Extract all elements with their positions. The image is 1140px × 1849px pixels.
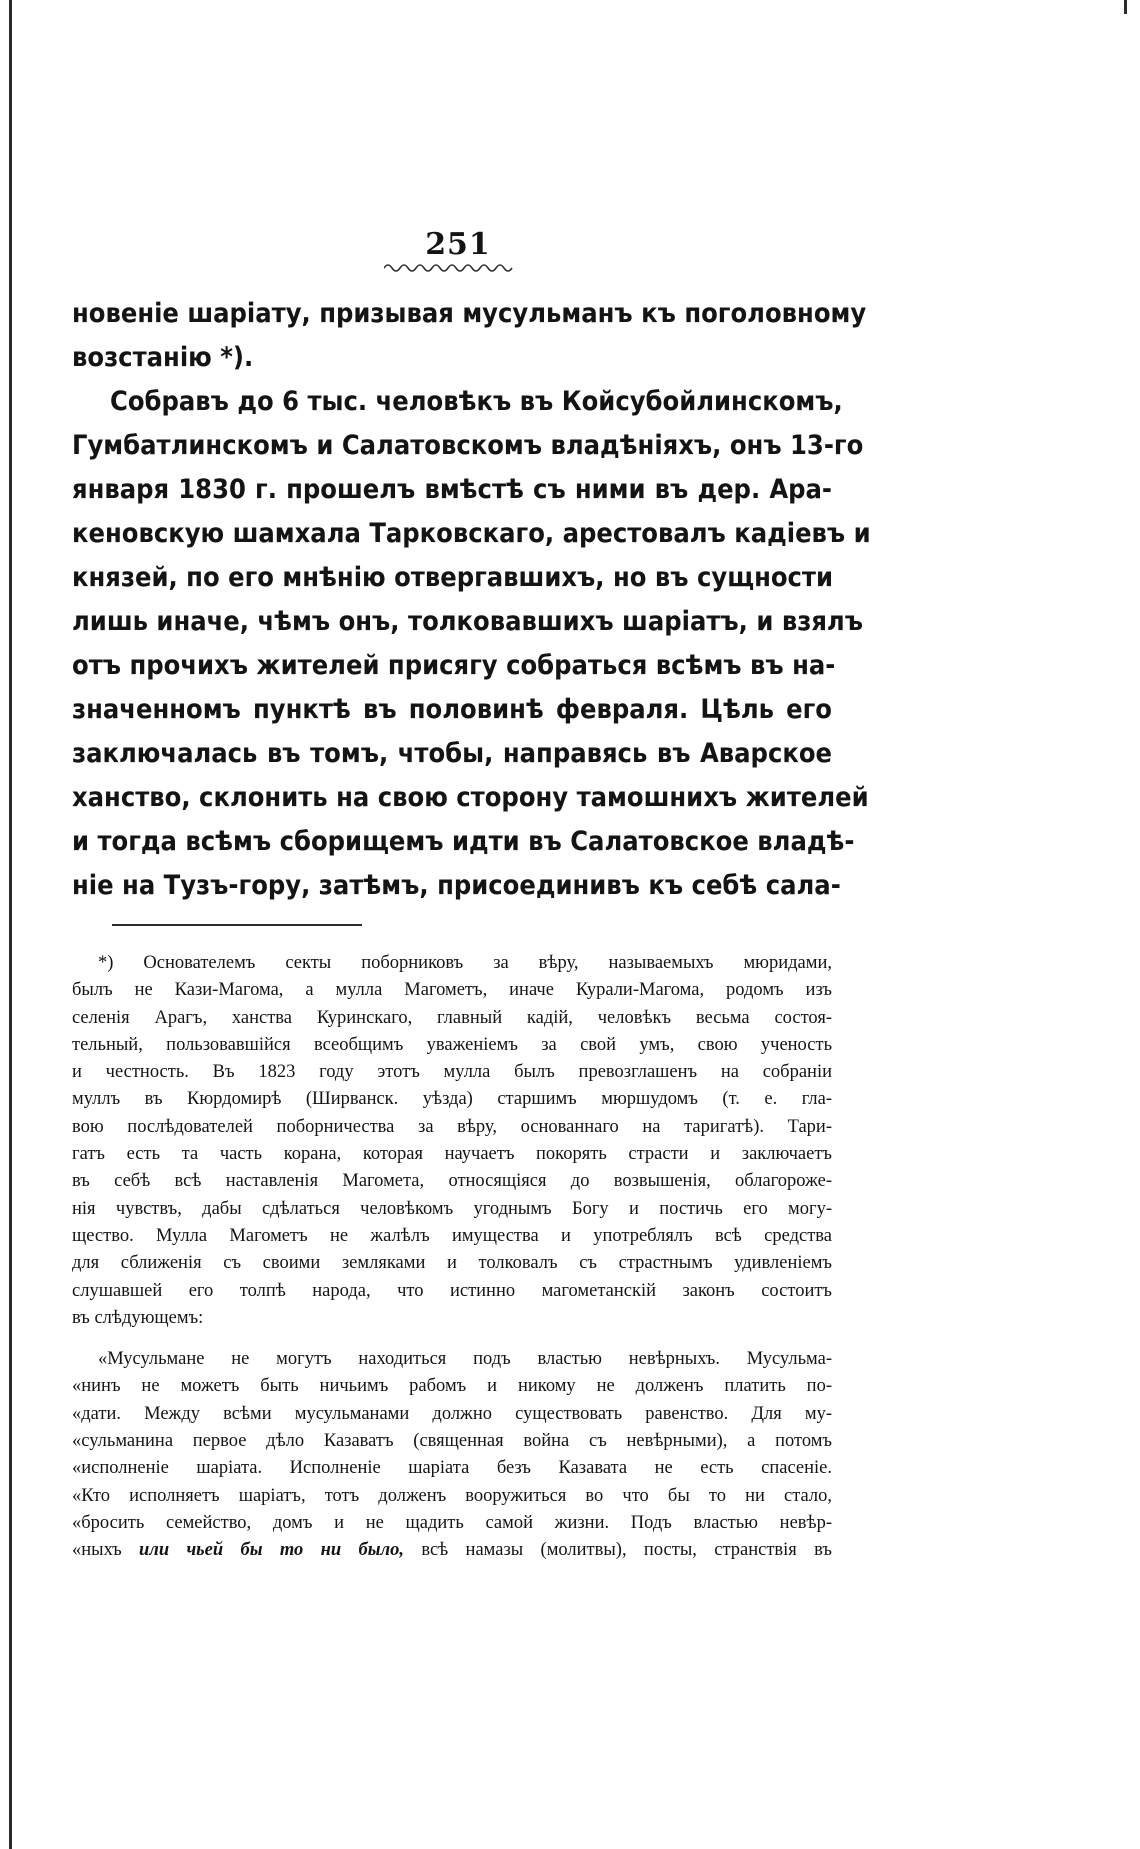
footnote-line: слушавшей его толпѣ народа, что истинно магометанскій законъ состоитъ <box>72 1280 832 1301</box>
main-line: новеніе шаріату, призывая мусульманъ къ поголовному <box>72 298 867 329</box>
footnote-line: въ слѣдующемъ: <box>72 1307 204 1328</box>
wavy-ornament <box>384 262 514 274</box>
footnote-line: «дати. Между всѣми мусульманами должно существовать равенство. Для му- <box>72 1403 832 1424</box>
footnote-text-start: «ныхъ <box>72 1540 140 1561</box>
main-text <box>72 292 871 908</box>
footnote-line: «исполненіе шаріата. Исполненіе шаріата безъ Казавата не есть спасеніе. <box>72 1458 832 1479</box>
footnote <box>72 950 832 1565</box>
main-line: значенномъ пунктѣ въ половинѣ февраля. Цѣль его <box>72 694 832 725</box>
footnote-separator <box>112 924 362 926</box>
footnote-line: тельный, пользовавшійся всеобщимъ уваженіемъ за свой умъ, свою ученость <box>72 1034 832 1055</box>
footnote-line: «бросить семейство, домъ и не щадить самой жизни. Подъ властью невѣр- <box>72 1512 832 1533</box>
main-line: ніе на Тузъ-гору, затѣмъ, присоединивъ къ себѣ сала- <box>72 870 841 901</box>
main-line: Собравъ до 6 тыс. человѣкъ въ Койсубойлинскомъ, <box>110 386 843 417</box>
paragraph-gap <box>72 1332 832 1346</box>
footnote-line: *) Основателемъ секты поборниковъ за вѣру, называемыхъ мюридами, <box>98 953 832 973</box>
footnote-line: «Кто исполняетъ шаріатъ, тотъ долженъ вооружиться во что бы то ни стало, <box>72 1485 832 1506</box>
book-page <box>72 227 871 1565</box>
main-line: кеновскую шамхала Тарковскаго, арестовалъ кадіевъ и <box>72 518 871 549</box>
main-line: заключалась въ томъ, чтобы, направясь въ Аварское <box>72 738 832 769</box>
footnote-line: «нинъ не можетъ быть ничьимъ рабомъ и никому не долженъ платить по- <box>72 1376 832 1397</box>
footnote-line: нія чувствъ, дабы сдѣлаться человѣкомъ угоднымъ Богу и постичь его могу- <box>72 1198 832 1219</box>
main-line: Гумбатлинскомъ и Салатовскомъ владѣніяхъ, онъ 13-го <box>72 430 864 461</box>
footnote-italic-phrase: или чьей бы то ни было, <box>139 1540 404 1561</box>
main-line: и тогда всѣмъ сборищемъ идти въ Салатовское владѣ- <box>72 826 855 857</box>
page-corner-mark <box>1124 0 1127 14</box>
footnote-line: и честность. Въ 1823 году этотъ мулла былъ превозглашенъ на собраніи <box>72 1062 832 1083</box>
main-line: ханство, склонить на свою сторону тамошнихъ жителей <box>72 782 869 813</box>
footnote-line: для сближенія съ своими земляками и толковалъ съ страстнымъ удивленіемъ <box>72 1253 832 1274</box>
main-line: князей, по его мнѣнію отвергавшихъ, но въ сущности <box>72 562 834 593</box>
page-edge-rule <box>9 0 12 1849</box>
main-line: отъ прочихъ жителей присягу собраться всѣмъ въ на- <box>72 650 836 681</box>
footnote-line: въ себѣ всѣ наставленія Магомета, относящіяся до возвышенія, облагороже- <box>72 1171 832 1192</box>
footnote-line: «сульманина первое дѣло Казаватъ (священная война съ невѣрными), а потомъ <box>72 1431 832 1452</box>
footnote-line: «Мусульмане не могутъ находиться подъ властью невѣрныхъ. Мусульма- <box>98 1349 832 1370</box>
footnote-line: былъ не Кази-Магома, а мулла Магометъ, иначе Курали-Магома, родомъ изъ <box>72 980 832 1001</box>
main-line: лишь иначе, чѣмъ онъ, толковавшихъ шаріатъ, и взялъ <box>72 606 863 637</box>
main-line: возстанію *). <box>72 342 254 373</box>
footnote-line: гатъ есть та часть корана, которая научаетъ покорять страсти и заключаетъ <box>72 1144 832 1165</box>
footnote-line-last <box>72 1537 832 1564</box>
footnote-line: селенія Арагъ, ханства Куринскаго, главный кадій, человѣкъ весьма состоя- <box>72 1007 832 1028</box>
main-line: января 1830 г. прошелъ вмѣстѣ съ ними въ дер. Ара- <box>72 474 832 505</box>
footnote-line: вою послѣдователей поборничества за вѣру, основаннаго на таригатѣ). Тари- <box>72 1116 832 1137</box>
footnote-line: муллъ въ Кюрдомирѣ (Ширванск. уѣзда) старшимъ мюршудомъ (т. е. гла- <box>72 1089 832 1110</box>
page-number: 251 <box>425 227 491 262</box>
footnote-text-end: всѣ намазы (молитвы), посты, странствія въ <box>403 1540 832 1561</box>
footnote-line: щество. Мулла Магометъ не жалѣлъ имущества и употреблялъ всѣ средства <box>72 1225 832 1246</box>
